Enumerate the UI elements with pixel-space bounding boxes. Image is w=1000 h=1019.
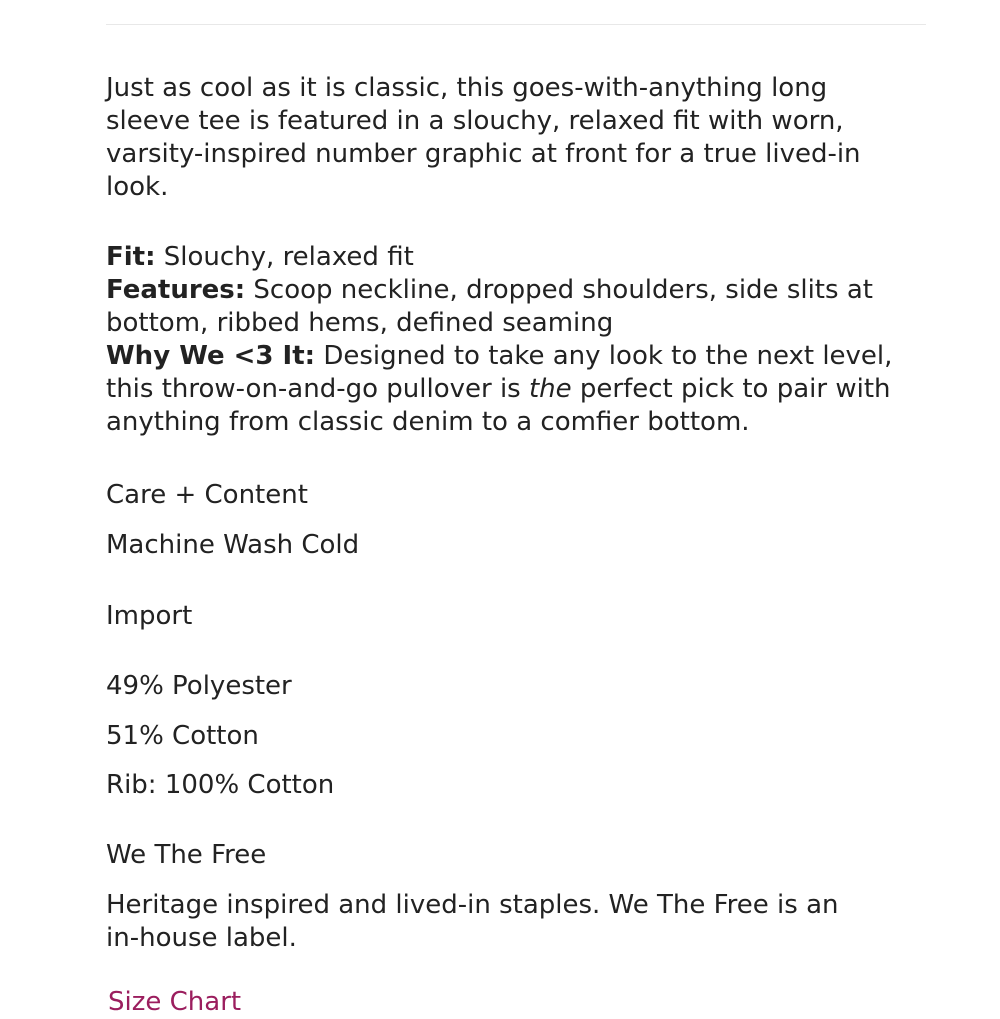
care-item-rib: Rib: 100% Cotton: [106, 770, 335, 800]
detail-features: [106, 274, 906, 340]
detail-fit: [106, 241, 906, 274]
brand-description: Heritage inspired and lived-in staples. We The Free is an in-house label.: [106, 890, 839, 953]
detail-features-text: Scoop neckline, dropped shoulders, side slits at bottom, ribbed hems, defined seaming: [106, 275, 873, 338]
care-content-title: Care + Content: [106, 480, 308, 510]
care-item-polyester: 49% Polyester: [106, 671, 292, 701]
detail-why-label: Why We <3 It:: [106, 341, 316, 371]
detail-features-label: Features:: [106, 275, 246, 305]
product-details-panel: [106, 72, 906, 955]
brand-title: We The Free: [106, 840, 267, 870]
top-divider: [106, 24, 926, 25]
detail-fit-label: Fit:: [106, 242, 156, 272]
brand-section: [106, 839, 906, 955]
detail-why-text-italic: the: [528, 374, 572, 404]
care-content-section: [106, 479, 906, 802]
detail-why-text-before: Designed to take any look to the next level, this throw-on-and-go pullover is: [106, 341, 893, 404]
care-item-wash: Machine Wash Cold: [106, 530, 360, 560]
detail-why-text-after: perfect pick to pair with anything from classic denim to a comfier bottom.: [106, 374, 891, 437]
care-item-import: Import: [106, 601, 193, 631]
product-description: Just as cool as it is classic, this goes-with-anything long sleeve tee is featured in a slouchy, relaxed fit with worn, varsity-inspired number graphic at front for a true lived-in look.: [106, 73, 861, 202]
detail-why-we-love-it: [106, 340, 906, 439]
care-item-cotton: 51% Cotton: [106, 721, 259, 751]
size-chart-link[interactable]: Size Chart: [108, 987, 242, 1017]
product-details-list: [106, 241, 906, 439]
detail-fit-text: Slouchy, relaxed fit: [163, 242, 414, 272]
